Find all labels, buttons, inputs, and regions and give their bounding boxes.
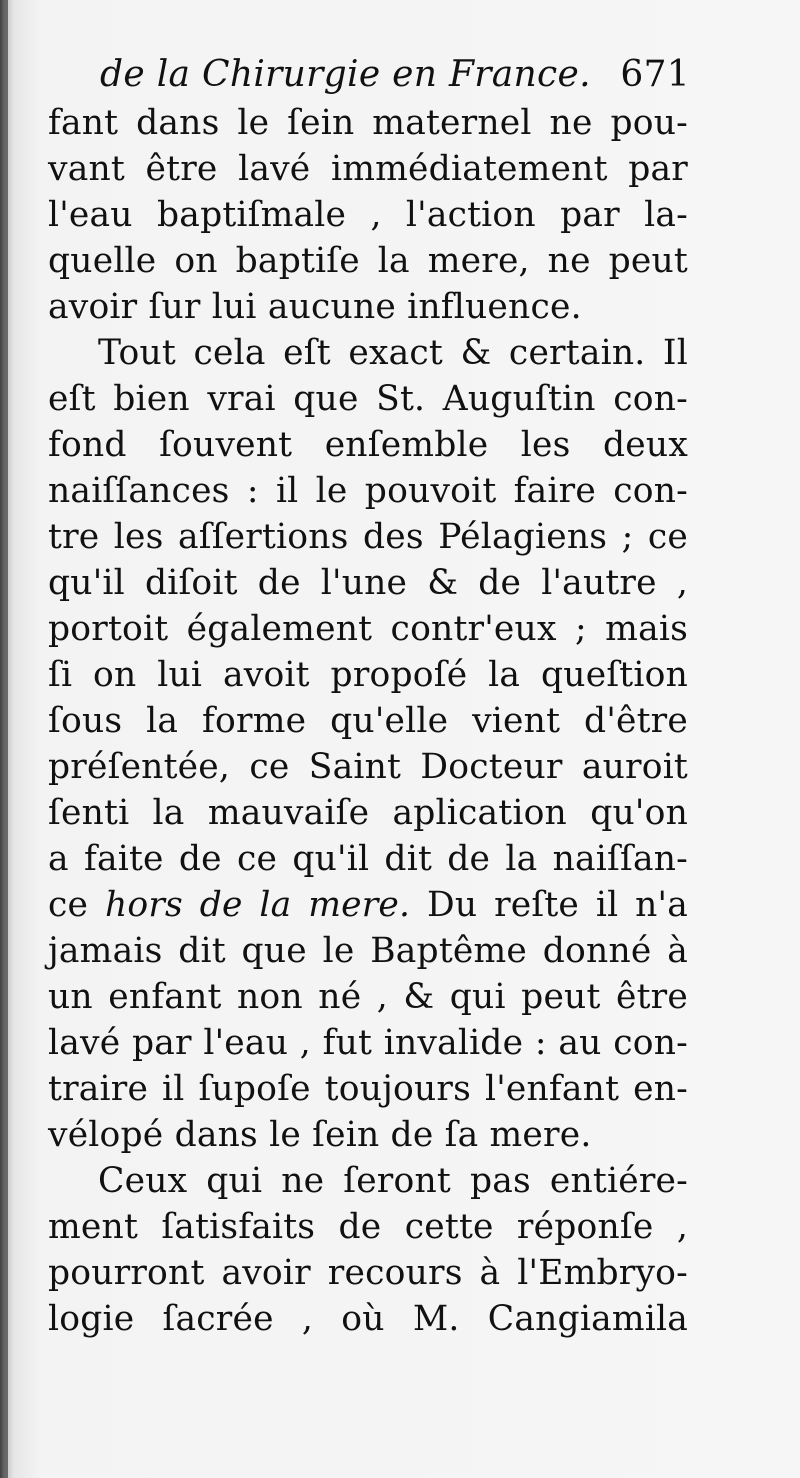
text-line: ſi on lui avoit propoſé la queſtion xyxy=(48,655,688,695)
text-line: a faite de ce qu'il dit de la naiſſan- xyxy=(48,839,688,879)
text-line: ment ſatisfaits de cette réponſe , xyxy=(48,1207,688,1247)
text-line: avoir ſur lui aucune influence. xyxy=(48,287,582,327)
running-head xyxy=(100,48,690,102)
text-line: quelle on baptiſe la mere, ne peut xyxy=(48,241,688,281)
page-number: 671 xyxy=(620,54,690,95)
text-line: vélopé dans le ſein de ſa mere. xyxy=(48,1115,592,1155)
line-start: ce xyxy=(48,885,89,925)
text-line: logie ſacrée , où M. Cangiamila xyxy=(48,1299,688,1339)
text-line: fond ſouvent enſemble les deux xyxy=(48,425,688,465)
text-line: jamais dit que le Baptême donné à xyxy=(48,931,688,971)
text-line: préſentée, ce Saint Docteur auroit xyxy=(48,747,688,787)
body-text xyxy=(48,100,688,1342)
text-line: ſous la forme qu'elle vient d'être xyxy=(48,701,688,741)
paragraph-start-line: Ceux qui ne ſeront pas entiére- xyxy=(98,1161,688,1201)
text-line: qu'il diſoit de l'une & de l'autre , xyxy=(48,563,688,603)
text-line: lavé par l'eau , fut invalide : au con- xyxy=(48,1023,688,1063)
text-line: ſenti la mauvaiſe aplication qu'on xyxy=(48,793,688,833)
text-line xyxy=(48,882,688,928)
text-line: traire il ſupoſe toujours l'enfant en- xyxy=(48,1069,688,1109)
text-line: tre les aſſertions des Pélagiens ; ce xyxy=(48,517,688,557)
binding-gutter xyxy=(0,0,8,1478)
text-line: l'eau baptiſmale , l'action par la- xyxy=(48,195,688,235)
line-end: Du reſte il n'a xyxy=(427,885,688,925)
paragraph-start-line: Tout cela eſt exact & certain. Il xyxy=(98,333,688,373)
text-line: eſt bien vrai que St. Auguſtin con- xyxy=(48,379,688,419)
text-line: un enfant non né , & qui peut être xyxy=(48,977,688,1017)
running-head-title: de la Chirurgie en France. xyxy=(100,54,591,95)
text-line: naiſſances : il le pouvoit faire con- xyxy=(48,471,688,511)
text-line: fant dans le ſein maternel ne pou- xyxy=(48,103,688,143)
text-line: pourront avoir recours à l'Embryo- xyxy=(48,1253,688,1293)
text-line: vant être lavé immédiatement par xyxy=(48,149,688,189)
text-line: portoit également contr'eux ; mais xyxy=(48,609,688,649)
italic-phrase: hors de la mere. xyxy=(104,885,411,925)
